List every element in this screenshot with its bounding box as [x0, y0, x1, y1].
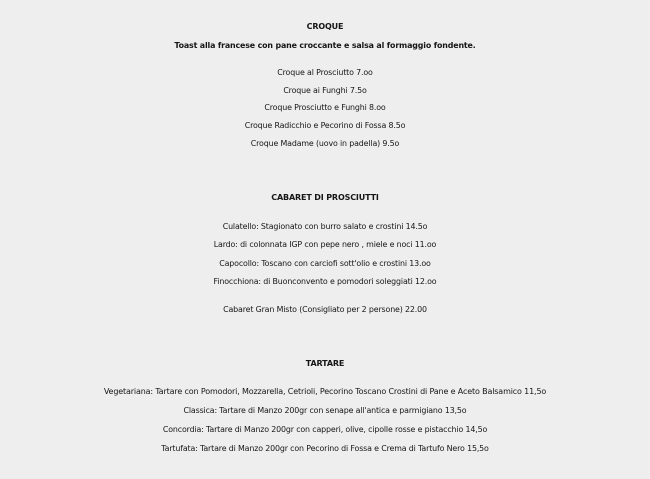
menu-item: Finocchiona: di Buonconvento e pomodori soleggiati 12.oo — [213, 277, 437, 286]
menu-item: Croque Prosciutto e Funghi 8.oo — [264, 103, 386, 112]
section-title-croque: CROQUE — [306, 22, 344, 31]
menu-item: Lardo: di colonnata IGP con pepe nero , miele e noci 11.oo — [213, 240, 437, 249]
menu-item: Croque al Prosciutto 7.oo — [277, 68, 373, 77]
section-subtitle-croque: Toast alla francese con pane croccante e salsa al formaggio fondente. — [174, 41, 476, 50]
menu-item: Capocollo: Toscano con carciofi sott'olio e crostini 13.oo — [219, 259, 431, 268]
menu-item: Croque ai Funghi 7.5o — [283, 86, 367, 95]
menu-item: Croque Madame (uovo in padella) 9.5o — [250, 139, 400, 148]
menu-item: Vegetariana: Tartare con Pomodori, Mozzarella, Cetrioli, Pecorino Toscano Crostini di Pane e Aceto Balsamico 11,5o — [103, 387, 547, 396]
menu-item: Classica: Tartare di Manzo 200gr con senape all'antica e parmigiano 13,5o — [183, 406, 467, 415]
menu-item: Concordia: Tartare di Manzo 200gr con capperi, olive, cipolle rosse e pistacchio 14,5o — [162, 425, 488, 434]
menu-item: Cabaret Gran Misto (Consigliato per 2 persone) 22.00 — [223, 305, 427, 314]
menu-item: Croque Radicchio e Pecorino di Fossa 8.5o — [244, 121, 406, 130]
section-title-tartare: TARTARE — [305, 359, 345, 368]
section-title-cabaret: CABARET DI PROSCIUTTI — [271, 193, 379, 202]
menu-item: Tartufata: Tartare di Manzo 200gr con Pecorino di Fossa e Crema di Tartufo Nero 15,5o — [161, 444, 489, 453]
menu-item: Culatello: Stagionato con burro salato e crostini 14.5o — [222, 222, 428, 231]
